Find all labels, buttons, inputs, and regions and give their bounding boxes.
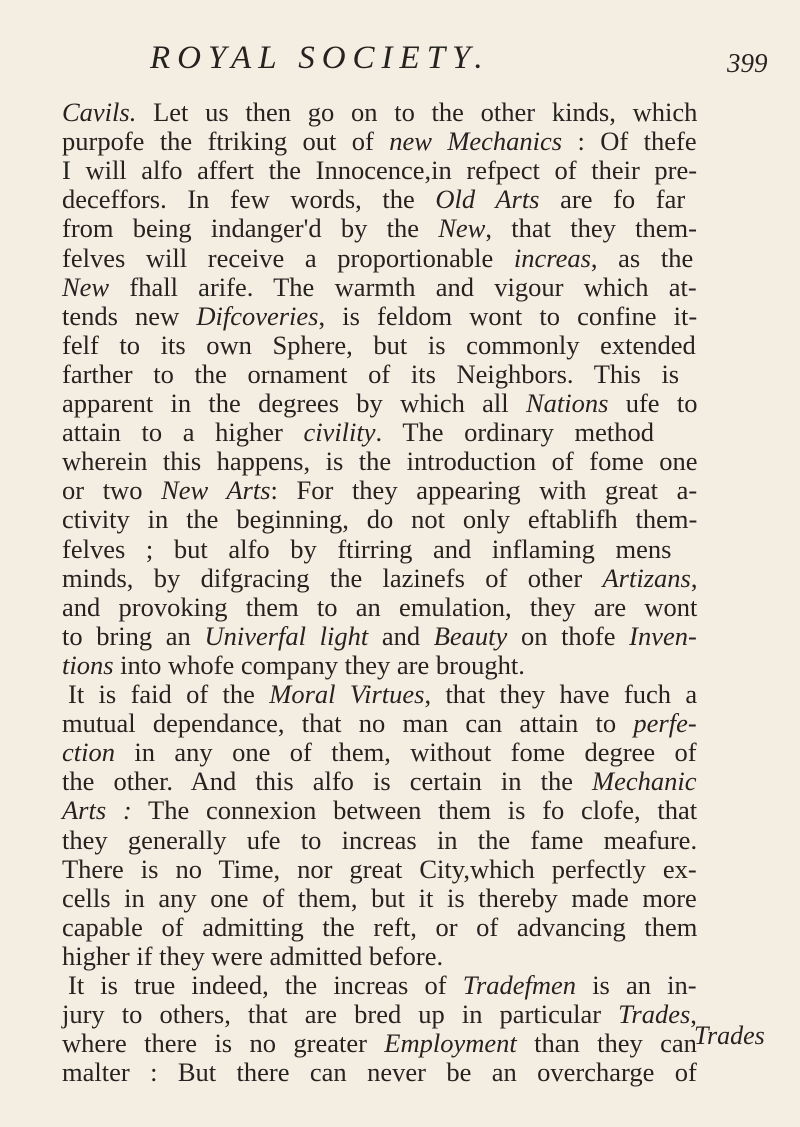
text-run: , that they them- [485, 213, 697, 244]
text-line [62, 940, 443, 972]
text-line [68, 969, 697, 1001]
text-line [62, 882, 697, 914]
text-line [62, 649, 525, 681]
text-line [62, 300, 697, 332]
text-line [62, 96, 697, 128]
text-run: and [368, 620, 434, 651]
text-run: , as the [590, 242, 694, 273]
text-run: : For they appearing with great a- [270, 475, 698, 506]
text-run: they generally ufe to increas in the fame meafure. [62, 824, 698, 855]
running-title: ROYAL SOCIETY. [150, 40, 490, 76]
text-run: felves will receive a proportionable [62, 242, 514, 273]
text-line [62, 416, 654, 448]
italic-run: Arts : [62, 795, 132, 826]
text-line [62, 533, 672, 565]
text-line [62, 445, 697, 477]
text-line [62, 911, 697, 943]
text-run: fhall arife. The warmth and vigour which at- [109, 271, 697, 302]
italic-run: perfe- [633, 708, 697, 739]
text-line [62, 271, 697, 303]
text-run: on thofe [507, 620, 630, 651]
italic-run: Tradefmen [462, 970, 577, 1000]
text-line [62, 562, 697, 594]
italic-run: Difcoveries [196, 300, 319, 331]
italic-run: Moral Virtues [269, 679, 425, 709]
text-line [62, 503, 697, 535]
text-run: : Of thefe [562, 126, 697, 157]
text-run: It is faid of the [68, 679, 270, 709]
text-line [62, 824, 697, 856]
italic-run: Mechanic [592, 766, 697, 797]
text-run: jury to others, that are bred up in particular [62, 999, 619, 1030]
text-run: I will alfo affert the Innocence,in refpect of their pre- [62, 155, 698, 186]
text-line [62, 1056, 697, 1088]
italic-run: Inven- [629, 620, 697, 651]
text-line [62, 794, 697, 826]
text-line [62, 183, 685, 215]
text-line [62, 998, 697, 1030]
text-run: It is true indeed, the increas of [68, 970, 463, 1000]
text-run: felves ; but alfo by ftirring and inflaming mens [62, 533, 672, 564]
text-line [62, 387, 697, 419]
italic-run: New Arts [161, 475, 271, 506]
text-run: purpofe the ftriking out of [62, 126, 390, 157]
catchword: Trades [694, 1021, 765, 1050]
text-line [62, 242, 693, 274]
text-run: capable of admitting the reft, or of advancing them [62, 911, 698, 942]
text-run: , is feldom wont to confine it- [318, 300, 698, 331]
text-run: Let us then go on to the other kinds, which [136, 97, 698, 127]
text-run: in any one of them, without fome degree of [115, 737, 697, 768]
text-run: ufe to [608, 388, 698, 418]
text-run: minds, by difgracing the lazinefs of other [62, 562, 603, 593]
italic-run: Cavils. [62, 97, 137, 127]
text-run: mutual dependance, that no man can attain to [62, 708, 634, 739]
italic-run: ction [62, 737, 115, 768]
text-run: felf to its own Sphere, but is commonly extended [62, 329, 696, 360]
text-run: or two [62, 475, 162, 506]
page-number: 399 [727, 48, 768, 78]
italic-run: Old Arts [435, 184, 540, 215]
text-run: , that they have fuch a [424, 679, 698, 709]
page-header [0, 40, 800, 90]
text-run: , [690, 562, 698, 593]
italic-run: increas [513, 242, 591, 273]
italic-run: civility [303, 417, 376, 448]
text-line [62, 154, 697, 186]
text-line [68, 678, 697, 710]
text-run: than they can [516, 1028, 697, 1059]
text-run: is an in- [576, 970, 697, 1000]
italic-run: Trades [618, 999, 691, 1030]
italic-run: new Mechanics [389, 126, 563, 157]
text-line [62, 1027, 697, 1059]
text-line [62, 620, 697, 652]
text-run: The connexion between them is fo clofe, that [131, 795, 698, 826]
text-run: , [690, 999, 697, 1030]
italic-run: New [438, 213, 486, 244]
text-run: farther to the ornament of its Neighbors. This is [62, 358, 680, 389]
text-run: attain to a higher [62, 417, 304, 448]
italic-run: tions [62, 649, 114, 680]
italic-run: New [62, 271, 110, 302]
text-line [62, 591, 697, 623]
text-run: higher if they were admitted before. [62, 940, 444, 971]
text-run: deceffors. In few words, the [62, 184, 436, 215]
text-run: . The ordinary method [375, 417, 655, 448]
italic-run: Nations [525, 388, 609, 418]
text-run: cells in any one of them, but it is thereby made more [62, 882, 697, 913]
text-run: apparent in the degrees by which all [62, 388, 526, 418]
text-run: into whofe company they are brought. [113, 649, 525, 680]
text-line [62, 358, 679, 390]
text-run: are fo far [539, 184, 686, 215]
text-line [62, 474, 697, 506]
text-run: to bring an [62, 620, 205, 651]
text-line [62, 736, 697, 768]
text-run: ctivity in the beginning, do not only eftablifh them- [62, 504, 698, 535]
italic-run: Artizans [602, 562, 691, 593]
text-run: and provoking them to an emulation, they are wont [62, 591, 698, 622]
text-run: tends new [62, 300, 197, 331]
text-run: where there is no greater [62, 1028, 385, 1059]
text-run: wherein this happens, is the introduction of fome one [62, 446, 698, 477]
text-run: the other. And this alfo is certain in the [62, 766, 593, 797]
italic-run: Beauty [433, 620, 508, 651]
text-line [62, 853, 697, 885]
italic-run: Employment [384, 1028, 517, 1059]
text-line [62, 707, 697, 739]
italic-run: Univerfal light [204, 620, 369, 651]
text-run: There is no Time, nor great City,which perfectly ex- [62, 853, 697, 884]
text-run: malter : But there can never be an overcharge of [62, 1057, 697, 1088]
text-line [62, 329, 696, 361]
text-line [62, 765, 697, 797]
text-run: from being indanger'd by the [62, 213, 439, 244]
text-line [62, 212, 697, 244]
text-line [62, 125, 697, 157]
